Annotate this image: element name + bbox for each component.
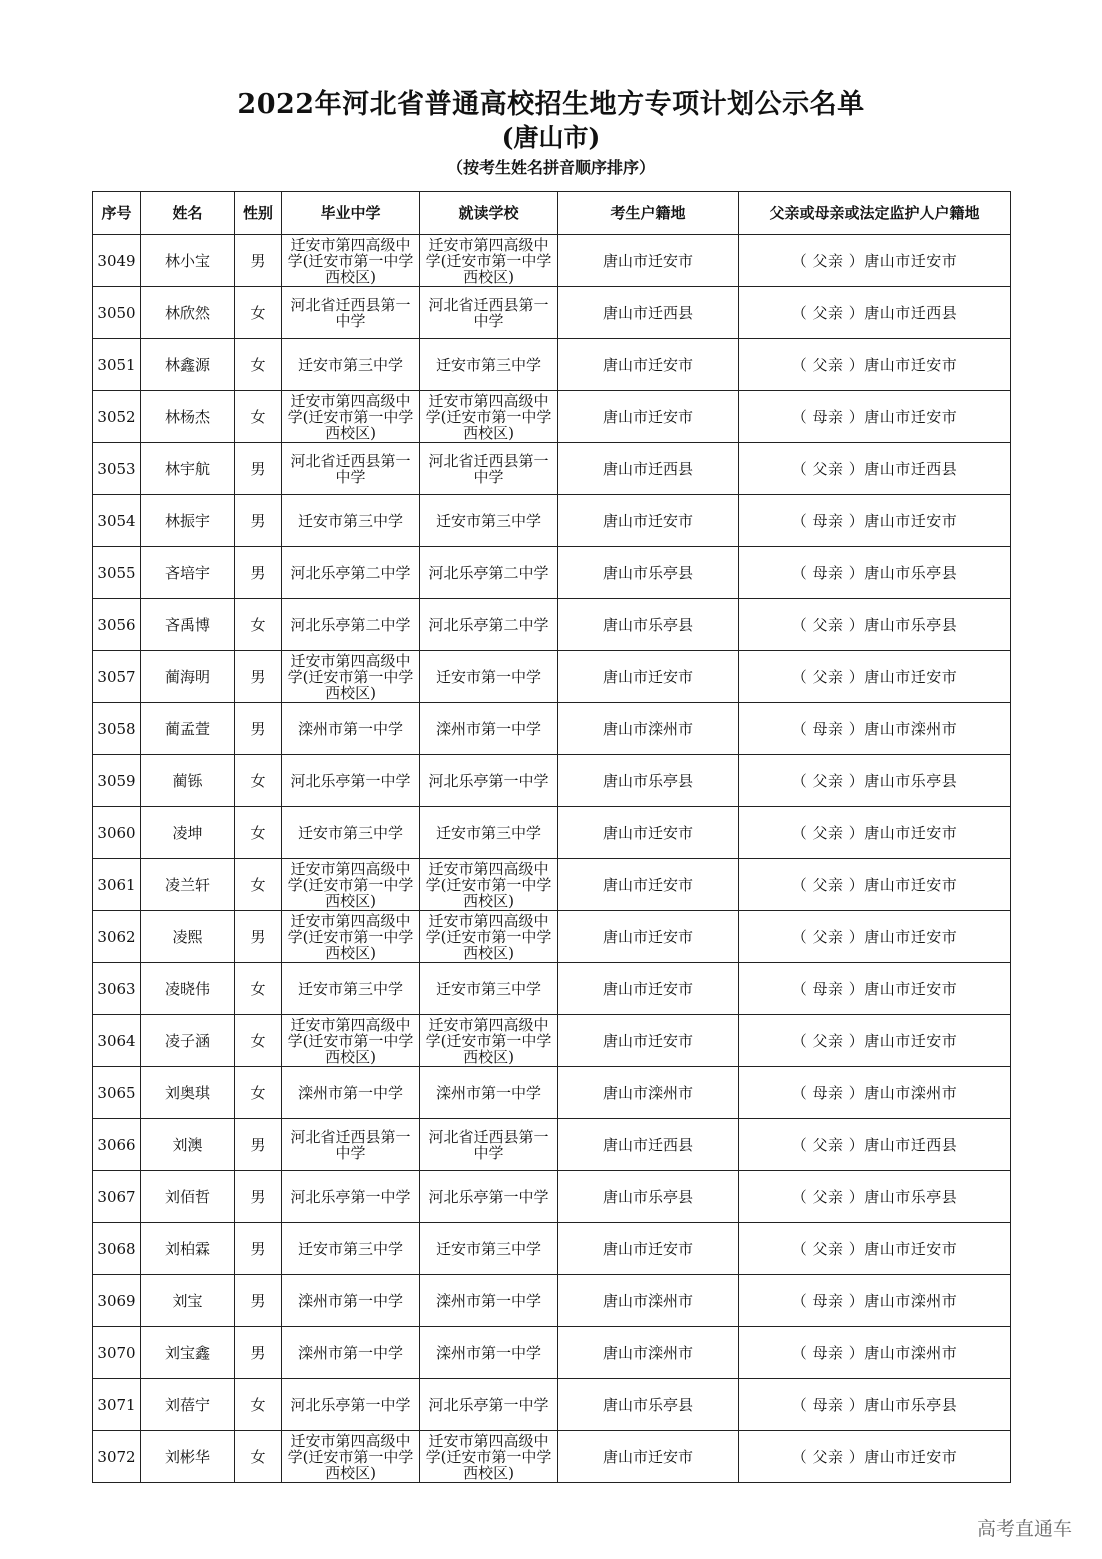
cell-guardian-registration: （ 父亲 ）唐山市迁安市 <box>739 859 1011 911</box>
cell-household-registration: 唐山市滦州市 <box>558 1067 739 1119</box>
cell-gender: 女 <box>235 391 282 443</box>
cell-household-registration: 唐山市迁西县 <box>558 443 739 495</box>
cell-current-school: 迁安市第四高级中学(迁安市第一中学西校区) <box>420 1431 558 1483</box>
cell-serial: 3051 <box>93 339 141 391</box>
cell-graduated-school: 迁安市第三中学 <box>282 807 420 859</box>
cell-gender: 女 <box>235 1015 282 1067</box>
document-header <box>0 88 1102 180</box>
cell-current-school: 河北乐亭第一中学 <box>420 1379 558 1431</box>
table-row <box>93 1015 1011 1067</box>
cell-serial: 3065 <box>93 1067 141 1119</box>
cell-graduated-school: 河北乐亭第一中学 <box>282 1379 420 1431</box>
table-row <box>93 1379 1011 1431</box>
cell-serial: 3068 <box>93 1223 141 1275</box>
cell-gender: 男 <box>235 911 282 963</box>
cell-guardian-registration: （ 母亲 ）唐山市滦州市 <box>739 1327 1011 1379</box>
cell-gender: 男 <box>235 495 282 547</box>
cell-household-registration: 唐山市滦州市 <box>558 1275 739 1327</box>
document-subtitle: (唐山市) <box>501 123 601 152</box>
cell-serial: 3069 <box>93 1275 141 1327</box>
roster-table <box>92 191 1011 1483</box>
cell-name: 刘彬华 <box>141 1431 235 1483</box>
table-row <box>93 963 1011 1015</box>
cell-serial: 3053 <box>93 443 141 495</box>
cell-current-school: 迁安市第四高级中学(迁安市第一中学西校区) <box>420 391 558 443</box>
cell-current-school: 河北乐亭第一中学 <box>420 755 558 807</box>
cell-serial: 3059 <box>93 755 141 807</box>
cell-gender: 男 <box>235 1275 282 1327</box>
cell-gender: 男 <box>235 235 282 287</box>
table-row <box>93 339 1011 391</box>
cell-gender: 男 <box>235 1119 282 1171</box>
cell-name: 刘奥琪 <box>141 1067 235 1119</box>
cell-name: 凌兰轩 <box>141 859 235 911</box>
header-gender: 性别 <box>235 192 282 235</box>
cell-guardian-registration: （ 母亲 ）唐山市乐亭县 <box>739 547 1011 599</box>
cell-name: 凌坤 <box>141 807 235 859</box>
cell-household-registration: 唐山市迁安市 <box>558 911 739 963</box>
cell-name: 凌子涵 <box>141 1015 235 1067</box>
cell-serial: 3064 <box>93 1015 141 1067</box>
cell-graduated-school: 河北省迁西县第一中学 <box>282 287 420 339</box>
cell-current-school: 河北省迁西县第一中学 <box>420 287 558 339</box>
cell-name: 凌熙 <box>141 911 235 963</box>
cell-name: 蔺海明 <box>141 651 235 703</box>
cell-gender: 男 <box>235 703 282 755</box>
cell-gender: 男 <box>235 547 282 599</box>
cell-graduated-school: 迁安市第三中学 <box>282 495 420 547</box>
cell-name: 林鑫源 <box>141 339 235 391</box>
cell-current-school: 滦州市第一中学 <box>420 1327 558 1379</box>
header-graduated-school: 毕业中学 <box>282 192 420 235</box>
table-row <box>93 287 1011 339</box>
cell-guardian-registration: （ 父亲 ）唐山市迁安市 <box>739 651 1011 703</box>
header-current-school: 就读学校 <box>420 192 558 235</box>
cell-graduated-school: 迁安市第三中学 <box>282 1223 420 1275</box>
document-title: 2022年河北省普通高校招生地方专项计划公示名单 <box>237 89 865 120</box>
cell-gender: 女 <box>235 755 282 807</box>
cell-guardian-registration: （ 父亲 ）唐山市迁西县 <box>739 1119 1011 1171</box>
cell-graduated-school: 迁安市第三中学 <box>282 339 420 391</box>
cell-graduated-school: 迁安市第四高级中学(迁安市第一中学西校区) <box>282 651 420 703</box>
cell-serial: 3056 <box>93 599 141 651</box>
cell-graduated-school: 河北乐亭第一中学 <box>282 755 420 807</box>
table-row <box>93 599 1011 651</box>
cell-current-school: 滦州市第一中学 <box>420 1275 558 1327</box>
watermark-text: 高考直通车 <box>976 1518 1072 1540</box>
cell-guardian-registration: （ 父亲 ）唐山市迁安市 <box>739 807 1011 859</box>
cell-name: 林宇航 <box>141 443 235 495</box>
table-row <box>93 859 1011 911</box>
cell-guardian-registration: （ 母亲 ）唐山市迁安市 <box>739 495 1011 547</box>
cell-guardian-registration: （ 父亲 ）唐山市乐亭县 <box>739 755 1011 807</box>
cell-name: 刘澳 <box>141 1119 235 1171</box>
cell-gender: 男 <box>235 1171 282 1223</box>
cell-name: 凌晓伟 <box>141 963 235 1015</box>
cell-serial: 3054 <box>93 495 141 547</box>
cell-graduated-school: 滦州市第一中学 <box>282 703 420 755</box>
cell-guardian-registration: （ 父亲 ）唐山市乐亭县 <box>739 599 1011 651</box>
cell-name: 刘宝 <box>141 1275 235 1327</box>
cell-name: 林小宝 <box>141 235 235 287</box>
cell-household-registration: 唐山市迁安市 <box>558 859 739 911</box>
cell-graduated-school: 迁安市第四高级中学(迁安市第一中学西校区) <box>282 235 420 287</box>
cell-guardian-registration: （ 母亲 ）唐山市滦州市 <box>739 1275 1011 1327</box>
cell-household-registration: 唐山市迁安市 <box>558 339 739 391</box>
cell-gender: 男 <box>235 1223 282 1275</box>
cell-current-school: 滦州市第一中学 <box>420 703 558 755</box>
table-row <box>93 235 1011 287</box>
table-row <box>93 495 1011 547</box>
table-row <box>93 1327 1011 1379</box>
cell-serial: 3060 <box>93 807 141 859</box>
cell-current-school: 河北乐亭第二中学 <box>420 547 558 599</box>
cell-household-registration: 唐山市迁安市 <box>558 1015 739 1067</box>
cell-current-school: 河北省迁西县第一中学 <box>420 443 558 495</box>
cell-household-registration: 唐山市乐亭县 <box>558 599 739 651</box>
cell-graduated-school: 河北乐亭第一中学 <box>282 1171 420 1223</box>
cell-graduated-school: 河北乐亭第二中学 <box>282 547 420 599</box>
cell-name: 吝培宇 <box>141 547 235 599</box>
table-row <box>93 391 1011 443</box>
table-row <box>93 703 1011 755</box>
table-row <box>93 547 1011 599</box>
cell-graduated-school: 迁安市第四高级中学(迁安市第一中学西校区) <box>282 859 420 911</box>
cell-household-registration: 唐山市乐亭县 <box>558 547 739 599</box>
sort-note: （按考生姓名拼音顺序排序） <box>446 158 655 177</box>
cell-guardian-registration: （ 父亲 ）唐山市迁安市 <box>739 235 1011 287</box>
cell-household-registration: 唐山市迁安市 <box>558 651 739 703</box>
cell-gender: 男 <box>235 1327 282 1379</box>
cell-current-school: 河北乐亭第二中学 <box>420 599 558 651</box>
table-row <box>93 1431 1011 1483</box>
cell-household-registration: 唐山市乐亭县 <box>558 1379 739 1431</box>
cell-name: 刘蓓宁 <box>141 1379 235 1431</box>
table-row <box>93 1119 1011 1171</box>
cell-guardian-registration: （ 父亲 ）唐山市迁安市 <box>739 1431 1011 1483</box>
cell-guardian-registration: （ 母亲 ）唐山市滦州市 <box>739 1067 1011 1119</box>
table-row <box>93 911 1011 963</box>
cell-name: 蔺孟萱 <box>141 703 235 755</box>
cell-guardian-registration: （ 父亲 ）唐山市迁安市 <box>739 1223 1011 1275</box>
cell-serial: 3057 <box>93 651 141 703</box>
cell-household-registration: 唐山市迁安市 <box>558 1223 739 1275</box>
cell-name: 刘柏霖 <box>141 1223 235 1275</box>
cell-graduated-school: 滦州市第一中学 <box>282 1067 420 1119</box>
cell-current-school: 迁安市第四高级中学(迁安市第一中学西校区) <box>420 235 558 287</box>
cell-name: 林欣然 <box>141 287 235 339</box>
header-serial: 序号 <box>93 192 141 235</box>
cell-current-school: 迁安市第三中学 <box>420 339 558 391</box>
cell-current-school: 迁安市第四高级中学(迁安市第一中学西校区) <box>420 911 558 963</box>
header-guardian-registration: 父亲或母亲或法定监护人户籍地 <box>739 192 1011 235</box>
cell-serial: 3052 <box>93 391 141 443</box>
cell-gender: 男 <box>235 651 282 703</box>
cell-name: 吝禹博 <box>141 599 235 651</box>
cell-guardian-registration: （ 母亲 ）唐山市乐亭县 <box>739 1379 1011 1431</box>
cell-graduated-school: 河北省迁西县第一中学 <box>282 1119 420 1171</box>
header-household-registration: 考生户籍地 <box>558 192 739 235</box>
table-row <box>93 807 1011 859</box>
cell-gender: 女 <box>235 963 282 1015</box>
table-header-row <box>93 192 1011 235</box>
cell-guardian-registration: （ 父亲 ）唐山市迁西县 <box>739 287 1011 339</box>
cell-gender: 男 <box>235 443 282 495</box>
cell-gender: 女 <box>235 859 282 911</box>
cell-household-registration: 唐山市滦州市 <box>558 703 739 755</box>
cell-gender: 女 <box>235 287 282 339</box>
header-name: 姓名 <box>141 192 235 235</box>
cell-household-registration: 唐山市乐亭县 <box>558 1171 739 1223</box>
cell-graduated-school: 迁安市第四高级中学(迁安市第一中学西校区) <box>282 391 420 443</box>
cell-serial: 3061 <box>93 859 141 911</box>
cell-household-registration: 唐山市迁安市 <box>558 495 739 547</box>
cell-guardian-registration: （ 母亲 ）唐山市滦州市 <box>739 703 1011 755</box>
cell-name: 刘宝鑫 <box>141 1327 235 1379</box>
cell-serial: 3062 <box>93 911 141 963</box>
cell-household-registration: 唐山市滦州市 <box>558 1327 739 1379</box>
cell-household-registration: 唐山市迁安市 <box>558 235 739 287</box>
cell-household-registration: 唐山市迁安市 <box>558 1431 739 1483</box>
cell-gender: 女 <box>235 339 282 391</box>
cell-serial: 3070 <box>93 1327 141 1379</box>
cell-household-registration: 唐山市迁安市 <box>558 963 739 1015</box>
cell-serial: 3050 <box>93 287 141 339</box>
cell-serial: 3049 <box>93 235 141 287</box>
cell-serial: 3067 <box>93 1171 141 1223</box>
cell-graduated-school: 迁安市第四高级中学(迁安市第一中学西校区) <box>282 1015 420 1067</box>
cell-serial: 3066 <box>93 1119 141 1171</box>
cell-household-registration: 唐山市迁西县 <box>558 287 739 339</box>
table-row <box>93 1067 1011 1119</box>
cell-gender: 女 <box>235 1379 282 1431</box>
cell-graduated-school: 河北省迁西县第一中学 <box>282 443 420 495</box>
cell-gender: 女 <box>235 807 282 859</box>
cell-household-registration: 唐山市迁安市 <box>558 807 739 859</box>
cell-guardian-registration: （ 父亲 ）唐山市乐亭县 <box>739 1171 1011 1223</box>
cell-current-school: 滦州市第一中学 <box>420 1067 558 1119</box>
cell-name: 刘佰哲 <box>141 1171 235 1223</box>
table-row <box>93 651 1011 703</box>
cell-household-registration: 唐山市乐亭县 <box>558 755 739 807</box>
cell-graduated-school: 迁安市第三中学 <box>282 963 420 1015</box>
cell-guardian-registration: （ 母亲 ）唐山市迁安市 <box>739 963 1011 1015</box>
cell-gender: 女 <box>235 1067 282 1119</box>
table-row <box>93 1171 1011 1223</box>
cell-graduated-school: 滦州市第一中学 <box>282 1275 420 1327</box>
cell-graduated-school: 迁安市第四高级中学(迁安市第一中学西校区) <box>282 1431 420 1483</box>
cell-current-school: 迁安市第三中学 <box>420 807 558 859</box>
cell-guardian-registration: （ 父亲 ）唐山市迁安市 <box>739 339 1011 391</box>
cell-name: 林振宇 <box>141 495 235 547</box>
table-row <box>93 755 1011 807</box>
cell-name: 林杨杰 <box>141 391 235 443</box>
cell-current-school: 迁安市第三中学 <box>420 963 558 1015</box>
cell-graduated-school: 河北乐亭第二中学 <box>282 599 420 651</box>
cell-graduated-school: 滦州市第一中学 <box>282 1327 420 1379</box>
cell-guardian-registration: （ 母亲 ）唐山市迁安市 <box>739 391 1011 443</box>
cell-current-school: 迁安市第四高级中学(迁安市第一中学西校区) <box>420 1015 558 1067</box>
table-row <box>93 1275 1011 1327</box>
cell-guardian-registration: （ 父亲 ）唐山市迁安市 <box>739 911 1011 963</box>
cell-gender: 女 <box>235 599 282 651</box>
cell-current-school: 迁安市第三中学 <box>420 495 558 547</box>
cell-graduated-school: 迁安市第四高级中学(迁安市第一中学西校区) <box>282 911 420 963</box>
cell-serial: 3071 <box>93 1379 141 1431</box>
cell-serial: 3058 <box>93 703 141 755</box>
cell-household-registration: 唐山市迁西县 <box>558 1119 739 1171</box>
cell-guardian-registration: （ 父亲 ）唐山市迁西县 <box>739 443 1011 495</box>
cell-serial: 3055 <box>93 547 141 599</box>
cell-current-school: 河北省迁西县第一中学 <box>420 1119 558 1171</box>
cell-guardian-registration: （ 父亲 ）唐山市迁安市 <box>739 1015 1011 1067</box>
table-row <box>93 1223 1011 1275</box>
table-body <box>93 235 1011 1483</box>
cell-current-school: 迁安市第四高级中学(迁安市第一中学西校区) <box>420 859 558 911</box>
cell-serial: 3072 <box>93 1431 141 1483</box>
cell-gender: 女 <box>235 1431 282 1483</box>
table-row <box>93 443 1011 495</box>
cell-current-school: 迁安市第三中学 <box>420 1223 558 1275</box>
cell-name: 蔺铄 <box>141 755 235 807</box>
cell-household-registration: 唐山市迁安市 <box>558 391 739 443</box>
cell-serial: 3063 <box>93 963 141 1015</box>
cell-current-school: 迁安市第一中学 <box>420 651 558 703</box>
cell-current-school: 河北乐亭第一中学 <box>420 1171 558 1223</box>
